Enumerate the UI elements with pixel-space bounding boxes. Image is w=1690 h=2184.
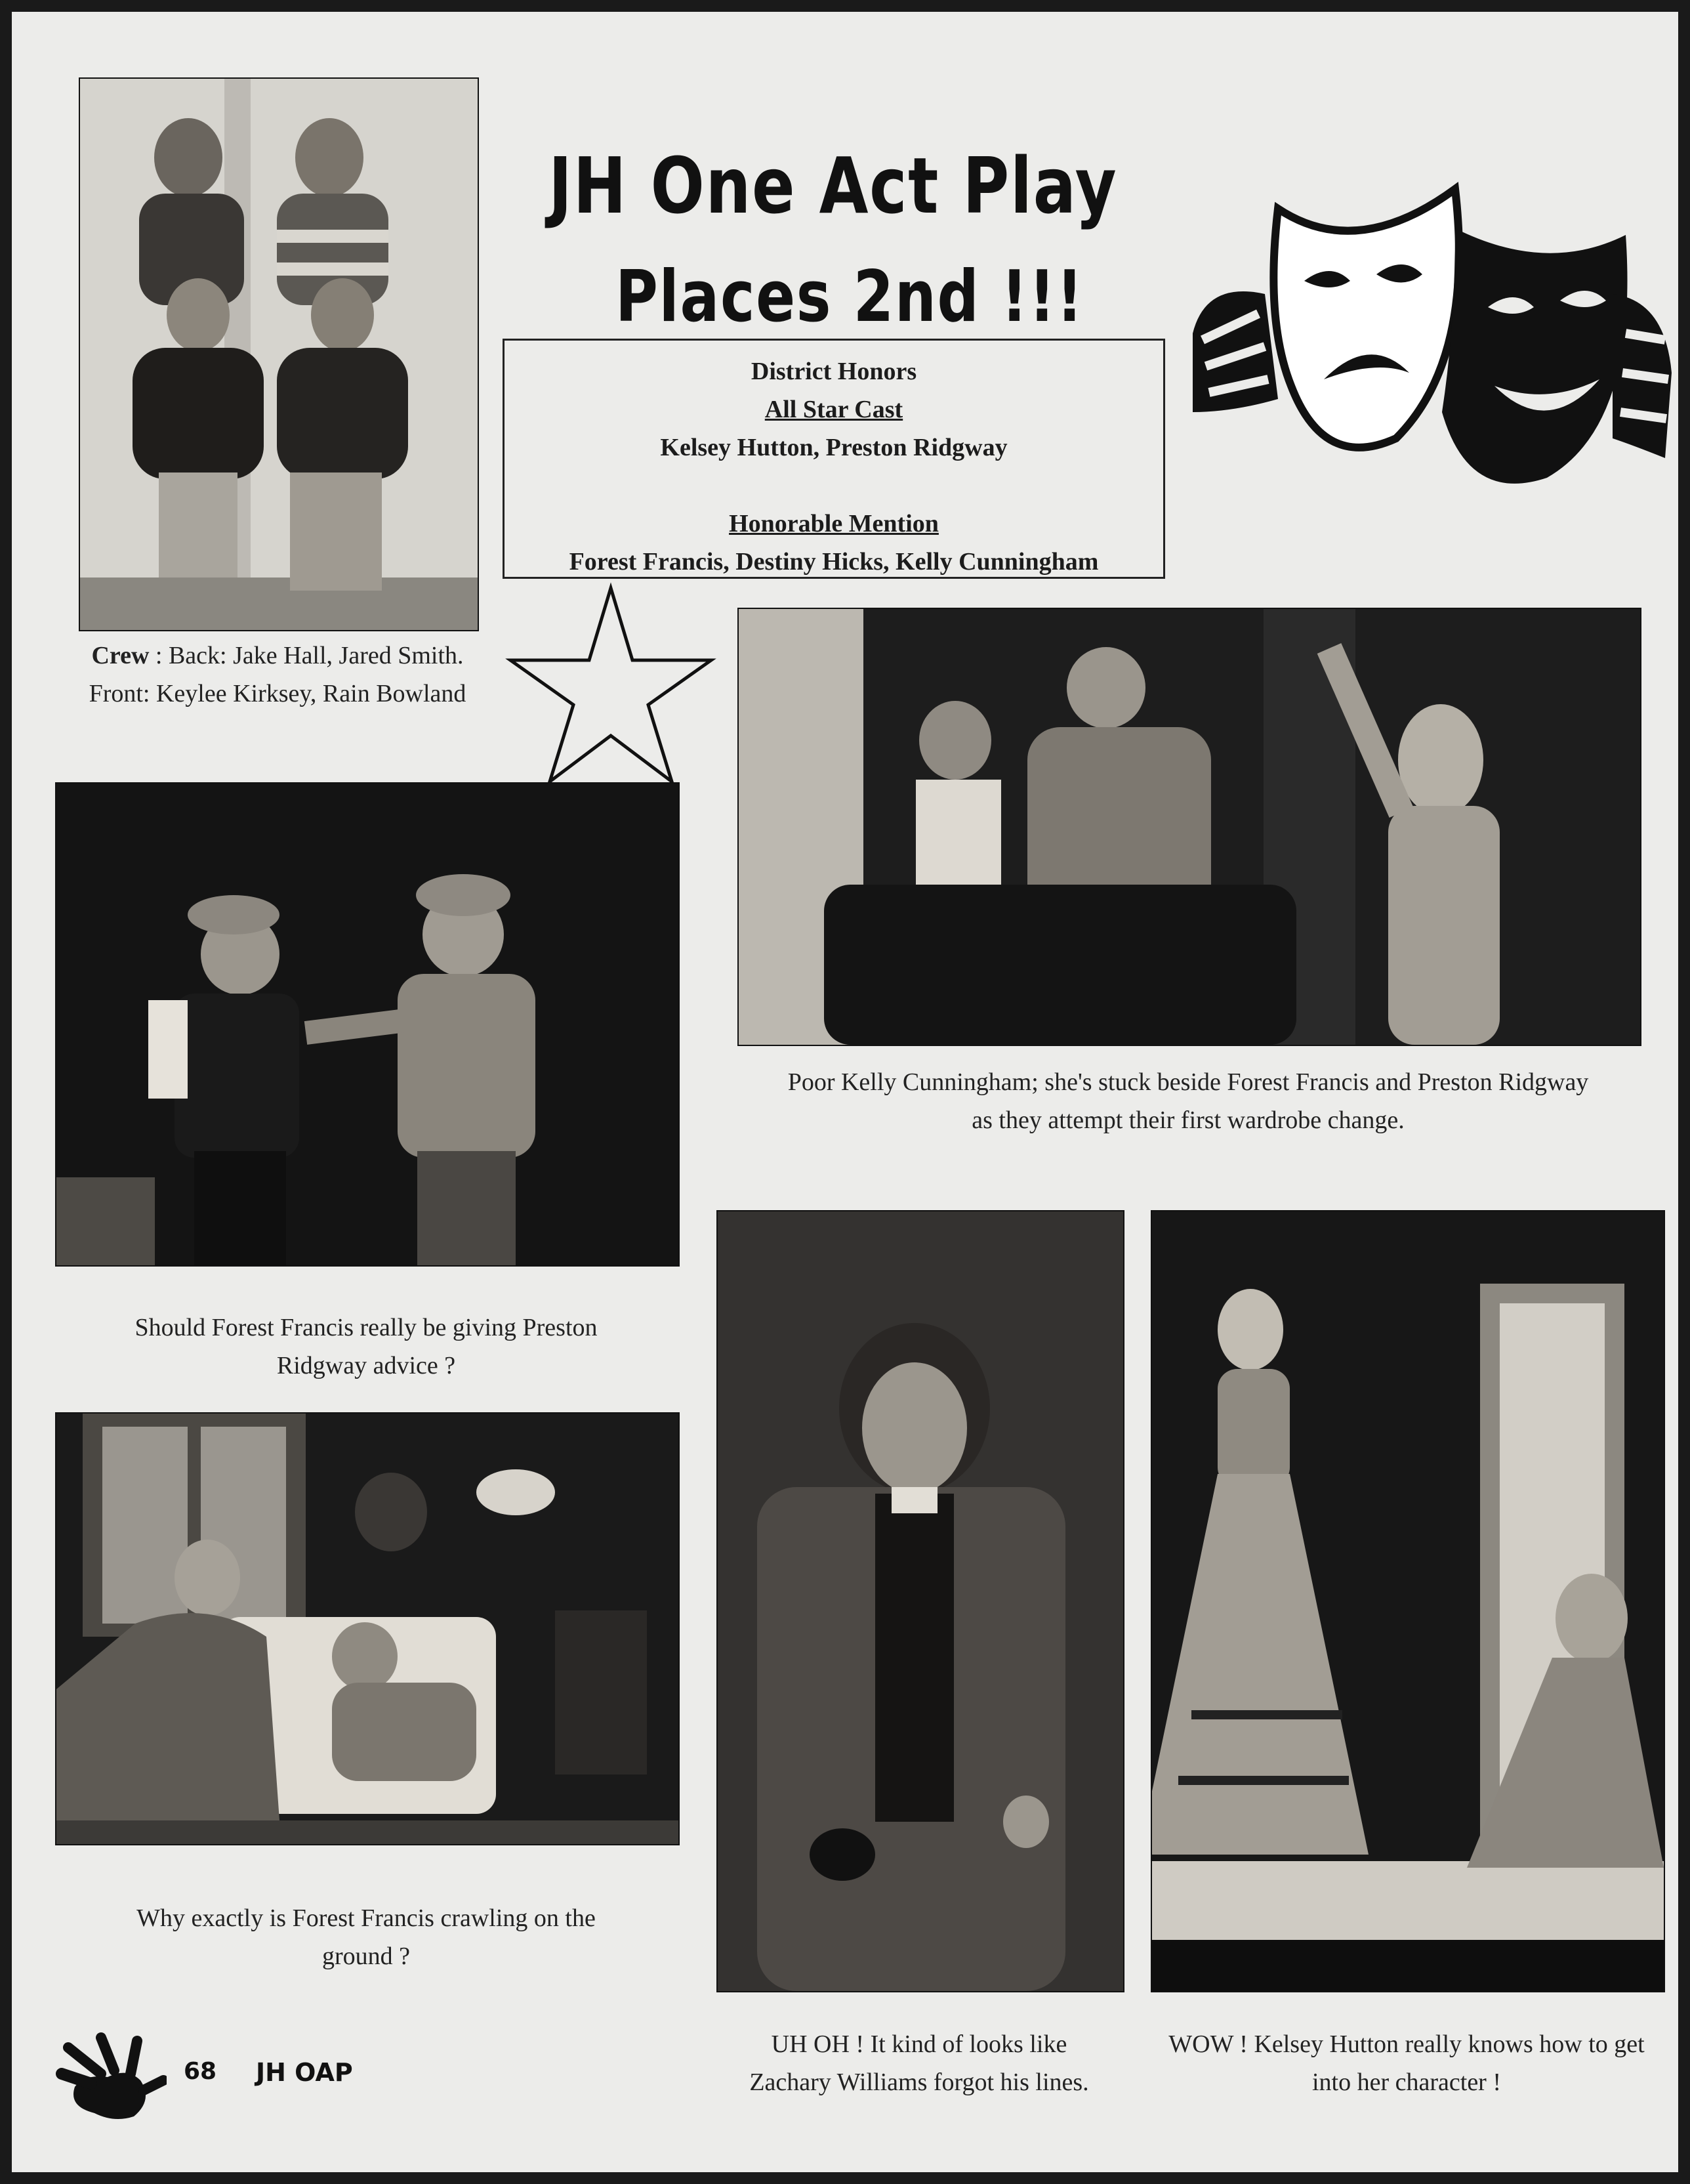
crew-caption [72,637,483,713]
kelsey-caption: WOW ! Kelsey Hutton really knows how to get into her character ! [1168,2030,1645,2096]
all-star-cast-label: All Star Cast [764,396,903,423]
handprint-icon [55,2028,167,2126]
star-outline-icon [503,581,719,791]
advice-caption: Should Forest Francis really be giving Preston Ridgway advice ? [134,1314,598,1379]
section-name: JH OAP [256,2058,353,2087]
crew-names: : Back: Jake Hall, Jared Smith. Front: Keylee Kirksey, Rain Bowland [89,642,466,707]
crew-photo [79,77,479,631]
advice-photo [55,782,680,1267]
wardrobe-caption: Poor Kelly Cunningham; she's stuck beside Forest Francis and Preston Ridgway as they attempt their first wardrobe change. [787,1068,1589,1134]
zachary-photo [716,1210,1124,1992]
crawling-photo [55,1412,680,1845]
yearbook-page [12,12,1678,2172]
district-honors-box [503,339,1165,579]
page-number: 68 [184,2058,217,2085]
kelsey-photo [1151,1210,1665,1992]
all-star-cast-names: Kelsey Hutton, Preston Ridgway [660,434,1008,461]
honorable-mention-names: Forest Francis, Destiny Hicks, Kelly Cunningham [569,548,1099,576]
page-title-line1: JH One Act Play [548,140,1118,231]
theater-masks-icon [1180,163,1678,543]
crawling-caption: Why exactly is Forest Francis crawling on the ground ? [136,1904,596,1970]
wardrobe-change-photo [737,608,1641,1046]
crew-label: Crew [91,642,150,669]
zachary-caption: UH OH ! It kind of looks like Zachary Williams forgot his lines. [749,2030,1089,2096]
honorable-mention-label: Honorable Mention [729,510,939,537]
honors-heading: District Honors [751,358,917,385]
page-title-line2: Places 2nd !!! [615,256,1084,338]
